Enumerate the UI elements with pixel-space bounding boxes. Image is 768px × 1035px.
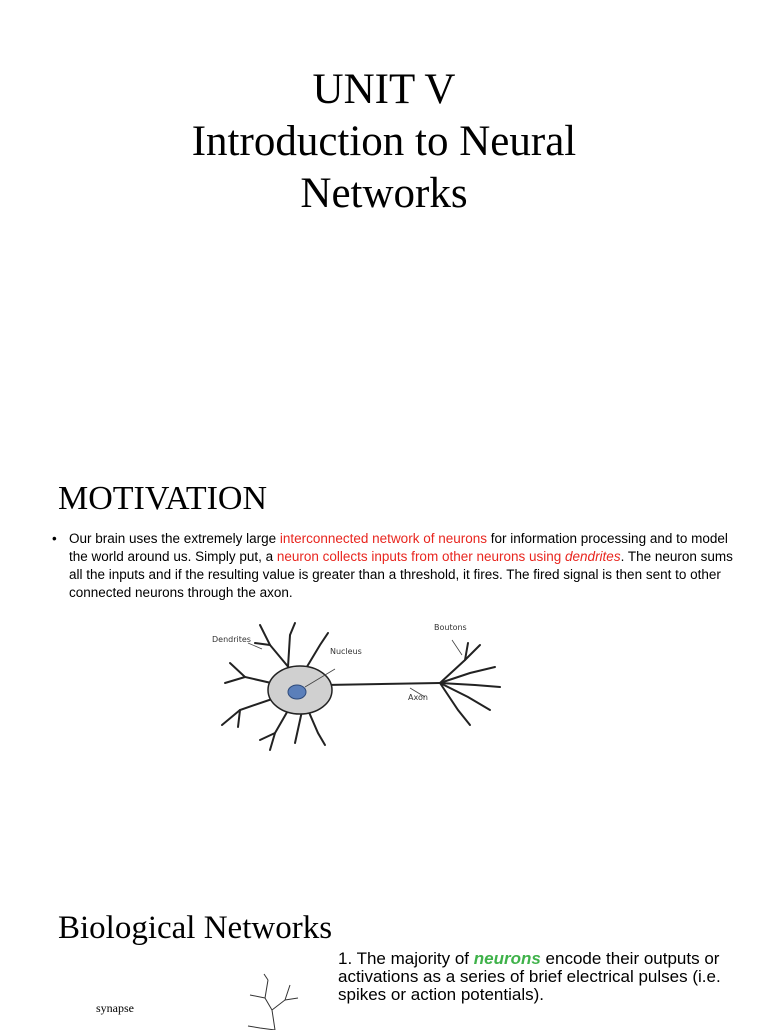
slide-title xyxy=(0,64,768,220)
neuron-diagram xyxy=(200,615,510,755)
bullet-text-part: Our brain uses the extremely large xyxy=(69,531,280,546)
bullet-highlight: neuron collects inputs from other neurons using xyxy=(276,549,566,564)
bio-text-part: encode their outputs or activations as a series of brief electrical pulses (i.e. spikes or action potentials). xyxy=(338,949,721,1004)
bio-highlight: neurons xyxy=(473,949,541,968)
motivation-bullet xyxy=(52,530,742,602)
title-line-1: UNIT V xyxy=(312,66,456,113)
title-line-3: Networks xyxy=(300,170,468,217)
bullet-dot-icon: • xyxy=(52,531,57,546)
bullet-text-part: for information processing and to model the world around us. Simply put, a xyxy=(69,531,728,564)
synapse-illustration xyxy=(220,970,330,1030)
bullet-text xyxy=(69,530,742,602)
dendrites-label: Dendrites xyxy=(212,635,251,644)
motivation-slide xyxy=(0,460,768,880)
synapse-label: synapse xyxy=(96,1001,134,1015)
biological-networks-heading: Biological Networks xyxy=(58,910,333,946)
boutons-label: Boutons xyxy=(434,623,467,632)
biological-networks-text xyxy=(338,950,748,1004)
axon-label: Axon xyxy=(408,693,428,702)
title-slide xyxy=(0,0,768,440)
bullet-text-part: . The neuron sums all the inputs and if the resulting value is greater than a threshold, it fires. The fired signal is then sent to other connected neurons through the axon. xyxy=(69,549,733,600)
bullet-highlight-italic: dendrites xyxy=(565,549,621,564)
title-line-2: Introduction to Neural xyxy=(191,118,577,165)
bio-text-part: 1. The majority of xyxy=(338,949,474,968)
nucleus-label: Nucleus xyxy=(330,647,362,656)
biological-networks-slide xyxy=(0,900,768,1024)
motivation-heading: MOTIVATION xyxy=(58,480,268,517)
bullet-highlight: interconnected network of neurons xyxy=(279,531,487,546)
synapse-diagram xyxy=(220,970,330,1030)
